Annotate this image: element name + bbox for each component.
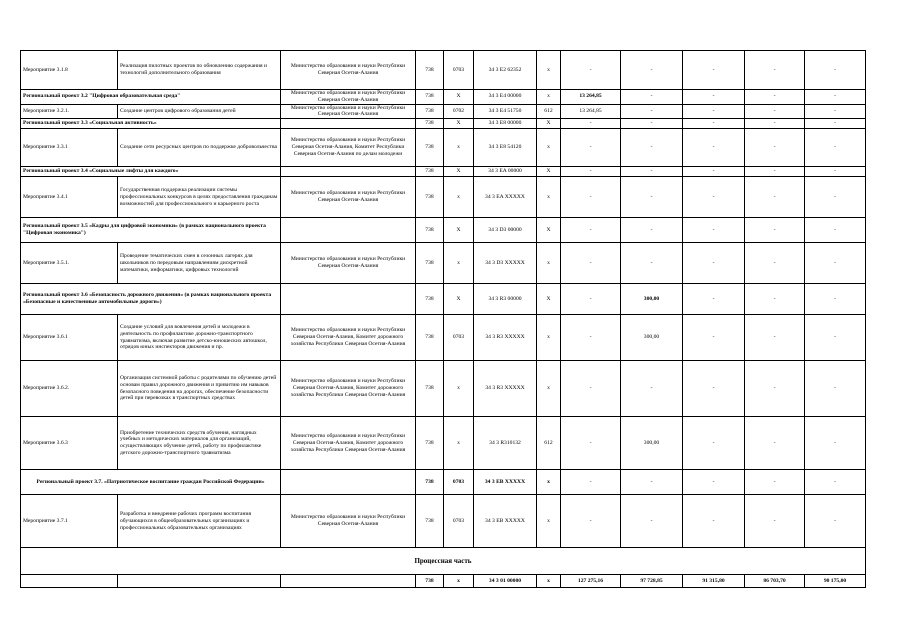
- row-name: Мероприятие 3.6.3: [21, 417, 118, 470]
- row-rzpr: 0703: [444, 470, 474, 495]
- row-value-4: -: [745, 315, 805, 361]
- row-description: Организация системной работы с родителями по обучению детей основам правил дорожного движения и привитию им навыков безопасного поведения на дорогах, обеспечение безопасности детей при перевозках в транспортных средствах: [118, 361, 281, 417]
- table-row: [21, 129, 866, 167]
- row-csr: 34 3 EВ XXXXX: [474, 495, 537, 548]
- row-value-4: -: [745, 284, 805, 315]
- row-csr: 34 3 EA XXXXX: [474, 177, 537, 218]
- row-vr: х: [537, 177, 561, 218]
- row-value-1: -: [561, 177, 621, 218]
- row-vr: Х: [537, 119, 561, 129]
- row-grbs: 738: [416, 177, 444, 218]
- row-name: Мероприятие 3.1.8: [21, 51, 118, 90]
- table-row: [21, 167, 866, 177]
- row-vr: х: [537, 470, 561, 495]
- row-value-3: -: [683, 361, 745, 417]
- row-value-4: -: [745, 51, 805, 90]
- row-grbs: 738: [416, 575, 444, 588]
- row-grbs: 738: [416, 104, 444, 119]
- row-vr: х: [537, 361, 561, 417]
- table-row: [21, 470, 866, 495]
- table-row: [21, 104, 866, 119]
- row-value-2: -: [621, 129, 683, 167]
- row-value-2: 300,00: [621, 284, 683, 315]
- row-value-5: -: [805, 218, 866, 243]
- section-header-row: [21, 548, 866, 575]
- row-value-4: -: [745, 177, 805, 218]
- row-ministry: [281, 119, 416, 129]
- table-row: [21, 177, 866, 218]
- section-title: Процессная часть: [21, 548, 866, 575]
- row-value-3: -: [683, 495, 745, 548]
- row-value-1: -: [561, 218, 621, 243]
- row-name: [21, 575, 118, 588]
- row-value-4: -: [745, 495, 805, 548]
- row-value-1: -: [561, 129, 621, 167]
- row-description: Создание условий для вовлечения детей и молодежи в деятельность по профилактике дорожно-транспортного травматизма, включая развитие детско-юношеских автошкол, отрядов юных инспекторов движения и пр.: [118, 315, 281, 361]
- row-value-3: -: [683, 315, 745, 361]
- row-ministry: Министерство образования и науки Республики Северная Осетия-Алания, Комитет дорожного хозяйства Республики Северная Осетия-Алания: [281, 417, 416, 470]
- row-vr: 612: [537, 104, 561, 119]
- row-description: Создание сети ресурсных центров по поддержке добровольчества: [118, 129, 281, 167]
- row-value-4: -: [745, 218, 805, 243]
- row-vr: Х: [537, 218, 561, 243]
- row-value-1: 13 264,85: [561, 90, 621, 105]
- row-value-4: -: [745, 417, 805, 470]
- row-value-3: -: [683, 284, 745, 315]
- row-rzpr: х: [444, 129, 474, 167]
- row-csr: 34 3 R3 XXXXX: [474, 361, 537, 417]
- row-value-5: -: [805, 417, 866, 470]
- table-row: [21, 218, 866, 243]
- row-value-4: -: [745, 167, 805, 177]
- row-ministry: Министерство образования и науки Республики Северная Осетия-Алания, Комитет дорожного хозяйства Республики Северная Осетия-Алания: [281, 315, 416, 361]
- row-ministry: Министерство образования и науки Республики Северная Осетия-Алания: [281, 495, 416, 548]
- row-value-5: -: [805, 315, 866, 361]
- row-vr: х: [537, 575, 561, 588]
- row-vr: х: [537, 51, 561, 90]
- row-value-2: -: [621, 104, 683, 119]
- row-ministry: Министерство образования и науки Республики Северная Осетия-Алания, Комитет дорожного хозяйства Республики Северная Осетия-Алания: [281, 361, 416, 417]
- row-value-1: 13 264,85: [561, 104, 621, 119]
- row-value-3: -: [683, 218, 745, 243]
- project-name: Региональный проект 3.3 «Социальная активность»: [21, 119, 281, 129]
- row-ministry: Министерство образования и науки Республики Северная Осетия-Алания: [281, 243, 416, 284]
- row-csr: 34 3 R3 XXXXX: [474, 315, 537, 361]
- row-csr: 34 3 E4 51750: [474, 104, 537, 119]
- row-csr: 34 3 E8 54120: [474, 129, 537, 167]
- row-value-5: -: [805, 119, 866, 129]
- row-grbs: 738: [416, 90, 444, 105]
- row-name: Мероприятие 3.5.1.: [21, 243, 118, 284]
- row-name: Мероприятие 3.7.1: [21, 495, 118, 548]
- row-name: Мероприятие 3.6.2.: [21, 361, 118, 417]
- row-value-4: -: [745, 361, 805, 417]
- row-csr: 34 3 E8 00000: [474, 119, 537, 129]
- row-value-2: -: [621, 470, 683, 495]
- row-name: Мероприятие 3.2.1.: [21, 104, 118, 119]
- row-value-3: -: [683, 417, 745, 470]
- row-rzpr: Х: [444, 119, 474, 129]
- budget-table: [20, 50, 866, 588]
- row-rzpr: Х: [444, 167, 474, 177]
- row-rzpr: 0703: [444, 315, 474, 361]
- row-grbs: 738: [416, 119, 444, 129]
- row-value-2: 97 728,85: [621, 575, 683, 588]
- project-name: Региональный проект 3.6 «Безопасность дорожного движения» (в рамках национального проекта «Безопасные и качественные автомобильные дороги»): [21, 284, 281, 315]
- table-row: [21, 495, 866, 548]
- row-vr: х: [537, 243, 561, 284]
- table-row: [21, 243, 866, 284]
- row-grbs: 738: [416, 495, 444, 548]
- row-ministry: Министерство образования и науки Республики Северная Осетия-Алания: [281, 90, 416, 105]
- row-vr: х: [537, 315, 561, 361]
- row-value-2: -: [621, 243, 683, 284]
- row-value-2: -: [621, 90, 683, 105]
- row-rzpr: х: [444, 361, 474, 417]
- row-value-3: -: [683, 470, 745, 495]
- row-value-4: -: [745, 243, 805, 284]
- row-value-2: -: [621, 361, 683, 417]
- row-value-4: 86 703,70: [745, 575, 805, 588]
- row-rzpr: х: [444, 417, 474, 470]
- row-csr: 34 3 D3 00000: [474, 218, 537, 243]
- row-grbs: 738: [416, 243, 444, 284]
- row-value-3: -: [683, 104, 745, 119]
- row-value-4: -: [745, 470, 805, 495]
- row-value-2: 300,00: [621, 315, 683, 361]
- row-value-4: -: [745, 119, 805, 129]
- table-row: [21, 315, 866, 361]
- row-csr: 34 3 EВ XXXXX: [474, 470, 537, 495]
- row-value-1: -: [561, 361, 621, 417]
- row-value-2: -: [621, 167, 683, 177]
- row-rzpr: х: [444, 243, 474, 284]
- row-rzpr: Х: [444, 90, 474, 105]
- row-ministry: [281, 284, 416, 315]
- row-value-1: -: [561, 470, 621, 495]
- row-value-4: -: [745, 104, 805, 119]
- row-vr: х: [537, 129, 561, 167]
- row-name: Мероприятие 3.6.1: [21, 315, 118, 361]
- row-value-1: -: [561, 51, 621, 90]
- row-value-1: -: [561, 119, 621, 129]
- row-vr: 612: [537, 417, 561, 470]
- table-row: [21, 51, 866, 90]
- row-value-5: -: [805, 177, 866, 218]
- row-grbs: 738: [416, 167, 444, 177]
- row-value-5: -: [805, 104, 866, 119]
- row-value-1: -: [561, 495, 621, 548]
- row-rzpr: Х: [444, 218, 474, 243]
- row-csr: 34 3 EA 00000: [474, 167, 537, 177]
- row-value-2: -: [621, 177, 683, 218]
- row-name: Мероприятие 3.3.1: [21, 129, 118, 167]
- table-row: [21, 284, 866, 315]
- row-grbs: 738: [416, 218, 444, 243]
- row-value-5: -: [805, 90, 866, 105]
- row-description: Проведение тематических смен в сезонных лагерях для школьников по передовым направлениям дискретной математики, информатики, цифровых технологий: [118, 243, 281, 284]
- row-grbs: 738: [416, 417, 444, 470]
- row-value-3: -: [683, 129, 745, 167]
- row-vr: х: [537, 90, 561, 105]
- row-ministry: Министерство образования и науки Республики Северная Осетия-Алания, Комитет Республики Северная Осетия-Алания по делам молодежи: [281, 129, 416, 167]
- table-row: [21, 119, 866, 129]
- row-value-1: 127 275,16: [561, 575, 621, 588]
- project-name: Региональный проект 3.4 «Социальные лифты для каждого»: [21, 167, 281, 177]
- project-name: Региональный проект 3.2 "Цифровая образовательная среда": [21, 90, 281, 105]
- row-description: Государственная поддержка реализации системы профессиональных конкурсов в целях предоставления гражданам возможностей для профессионального и карьерного роста: [118, 177, 281, 218]
- row-value-5: -: [805, 243, 866, 284]
- project-name: Региональный проект 3.7. «Патриотическое воспитание граждан Российской Федерации»: [21, 470, 281, 495]
- table-row: [21, 90, 866, 105]
- row-description: Приобретение технических средств обучения, наглядных учебных и методических материалов для организаций, осуществляющих обучение детей, работу по профилактике детского дорожно-транспортного травматизма: [118, 417, 281, 470]
- row-value-4: -: [745, 129, 805, 167]
- row-csr: 34 3 D3 XXXXX: [474, 243, 537, 284]
- row-value-3: 91 315,80: [683, 575, 745, 588]
- row-csr: 34 3 E2 62352: [474, 51, 537, 90]
- row-value-5: -: [805, 167, 866, 177]
- row-value-3: -: [683, 119, 745, 129]
- row-value-3: -: [683, 167, 745, 177]
- row-grbs: 738: [416, 51, 444, 90]
- row-ministry: [281, 470, 416, 495]
- row-value-2: -: [621, 119, 683, 129]
- row-value-1: -: [561, 167, 621, 177]
- table-body: [21, 51, 866, 588]
- row-value-5: -: [805, 284, 866, 315]
- row-grbs: 738: [416, 315, 444, 361]
- row-vr: х: [537, 495, 561, 548]
- row-value-2: -: [621, 218, 683, 243]
- row-value-5: -: [805, 361, 866, 417]
- row-grbs: 738: [416, 470, 444, 495]
- row-value-3: -: [683, 177, 745, 218]
- budget-table-sheet: [20, 50, 865, 588]
- project-name: Региональный проект 3.5 «Кадры для цифровой экономики» (в рамках национального проекта "Цифровая экономика"): [21, 218, 281, 243]
- row-ministry: Министерство образования и науки Республики Северная Осетия-Алания: [281, 51, 416, 90]
- row-rzpr: х: [444, 575, 474, 588]
- row-vr: Х: [537, 167, 561, 177]
- row-value-2: -: [621, 495, 683, 548]
- table-row: [21, 417, 866, 470]
- table-row: [21, 575, 866, 588]
- row-ministry: [281, 218, 416, 243]
- row-grbs: 738: [416, 284, 444, 315]
- row-ministry: [281, 167, 416, 177]
- row-value-1: -: [561, 243, 621, 284]
- row-name: Мероприятие 3.4.1: [21, 177, 118, 218]
- row-rzpr: 0703: [444, 495, 474, 548]
- row-ministry: [281, 575, 416, 588]
- row-value-5: 90 175,00: [805, 575, 866, 588]
- row-rzpr: 0702: [444, 104, 474, 119]
- row-value-5: -: [805, 495, 866, 548]
- row-value-2: -: [621, 51, 683, 90]
- row-value-4: -: [745, 90, 805, 105]
- row-value-5: -: [805, 129, 866, 167]
- row-grbs: 738: [416, 361, 444, 417]
- row-description: [118, 575, 281, 588]
- row-description: Разработка и внедрение рабочих программ воспитания обучающихся в общеобразовательных организациях и профессиональных образовательных организациях: [118, 495, 281, 548]
- row-value-3: -: [683, 243, 745, 284]
- row-value-3: -: [683, 90, 745, 105]
- row-csr: 34 3 R310132: [474, 417, 537, 470]
- row-value-5: -: [805, 51, 866, 90]
- row-ministry: Министерство образования и науки Республики Северная Осетия-Алания: [281, 177, 416, 218]
- row-vr: Х: [537, 284, 561, 315]
- row-rzpr: х: [444, 177, 474, 218]
- row-value-2: 300,00: [621, 417, 683, 470]
- row-value-1: -: [561, 315, 621, 361]
- row-csr: 34 3 E4 00000: [474, 90, 537, 105]
- row-value-1: -: [561, 417, 621, 470]
- row-value-1: -: [561, 284, 621, 315]
- row-grbs: 738: [416, 129, 444, 167]
- table-row: [21, 361, 866, 417]
- row-rzpr: 0703: [444, 51, 474, 90]
- row-ministry: Министерство образования и науки Республики Северная Осетия-Алания: [281, 104, 416, 119]
- row-value-3: -: [683, 51, 745, 90]
- row-description: Создание центров цифрового образования детей: [118, 104, 281, 119]
- row-csr: 34 3 R3 00000: [474, 284, 537, 315]
- row-description: Реализация пилотных проектов по обновлению содержания и технологий дополнительного образования: [118, 51, 281, 90]
- row-csr: 34 3 01 00000: [474, 575, 537, 588]
- row-value-5: -: [805, 470, 866, 495]
- row-rzpr: Х: [444, 284, 474, 315]
